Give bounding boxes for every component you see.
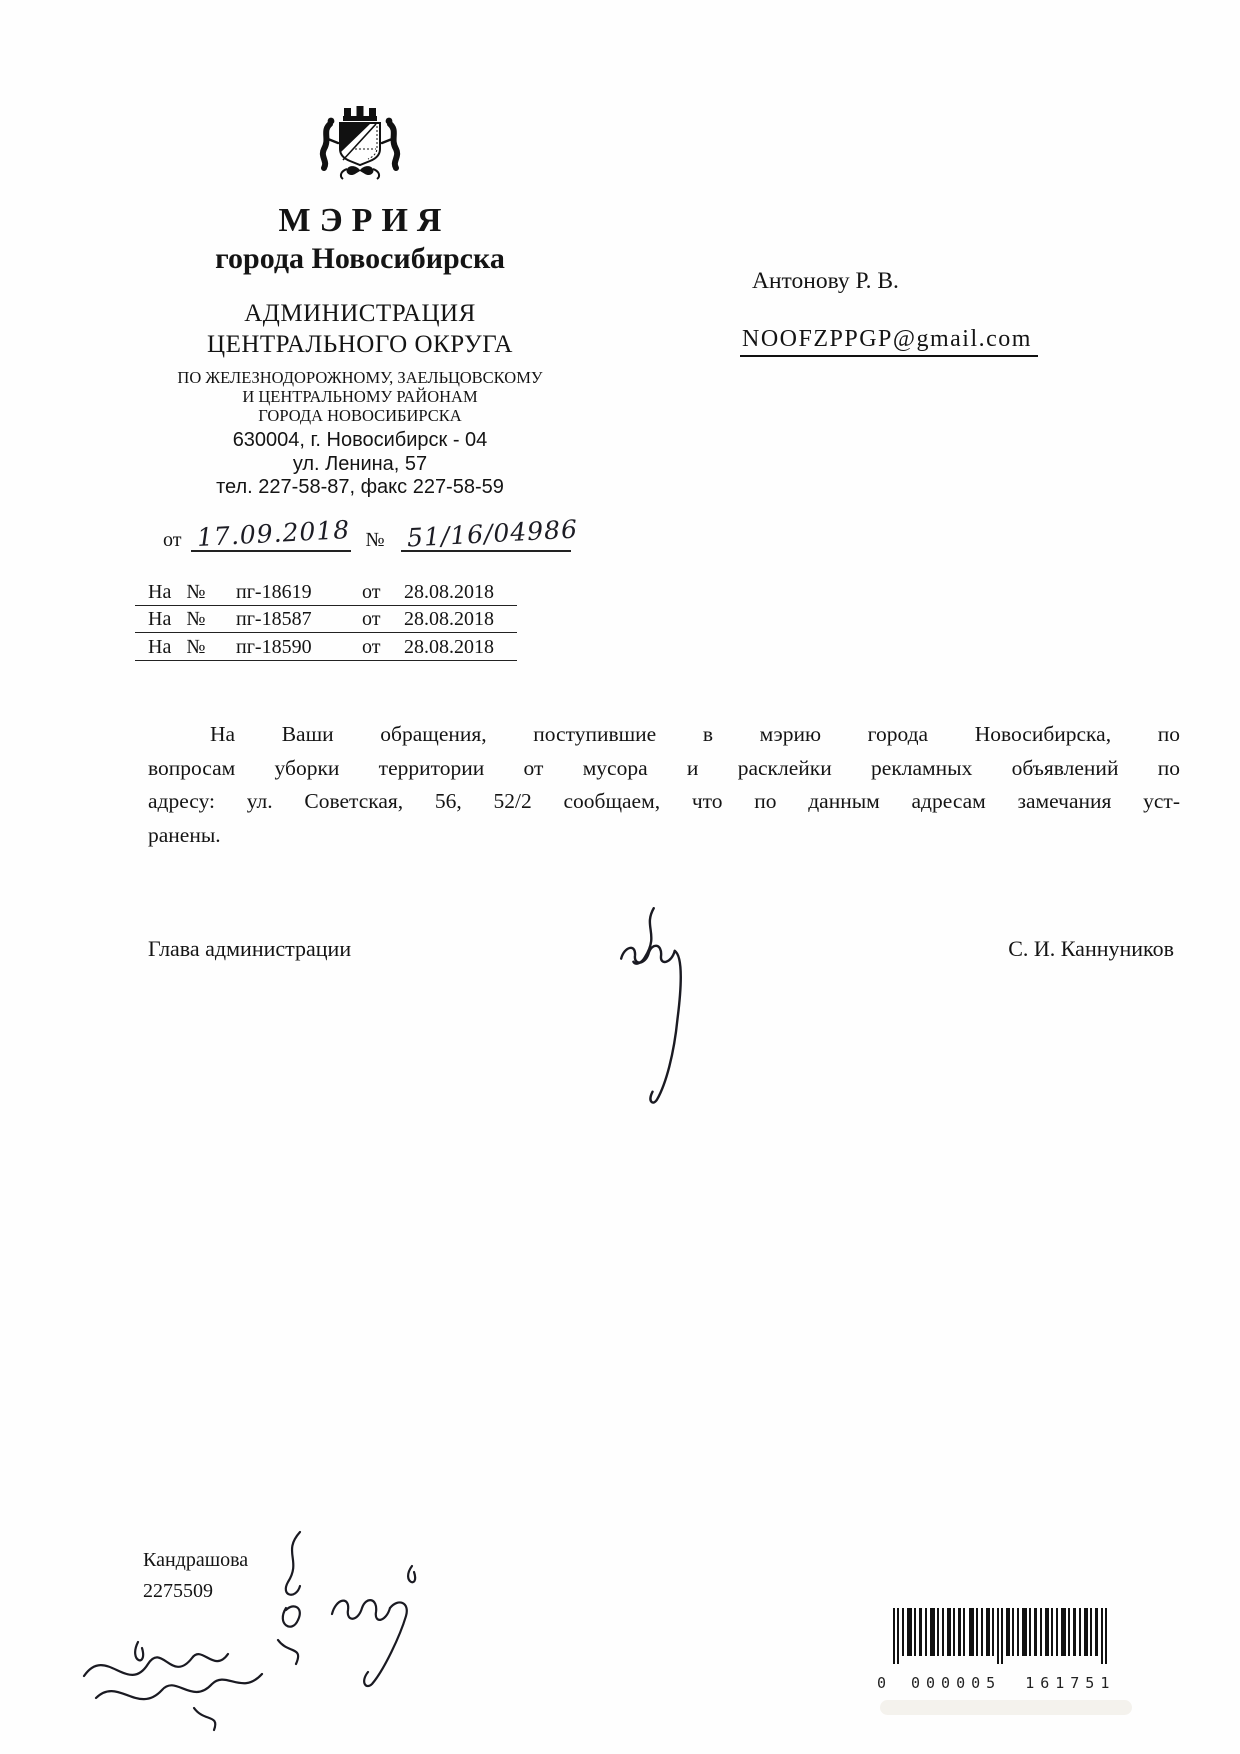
executor-signature-scribble-3: [76, 1612, 276, 1740]
ref-label: На №: [148, 635, 206, 658]
body-line: ранены.: [148, 822, 221, 847]
executor-signature-scribble-2: [322, 1552, 456, 1692]
districts-line-3: ГОРОДА НОВОСИБИРСКА: [258, 406, 462, 425]
barcode-group-2: 161751: [1025, 1674, 1116, 1692]
street-address: ул. Ленина, 57: [292, 452, 428, 475]
recipient-name: Антонову Р. В.: [752, 268, 899, 294]
districts-line-1: ПО ЖЕЛЕЗНОДОРОЖНОМУ, ЗАЕЛЬЦОВСКОМУ: [177, 368, 543, 387]
signer-name: С. И. Каннуников: [1008, 936, 1174, 961]
handwritten-date: 17.09.2018: [196, 515, 352, 552]
barcode-group-1: 000005: [911, 1674, 1002, 1692]
signer-title: Глава администрации: [148, 936, 352, 961]
department-line-2: ЦЕНТРАЛЬНОГО ОКРУГА: [207, 331, 513, 358]
ref-date-label: от: [362, 580, 381, 603]
ref-number: пг-18590: [236, 635, 312, 658]
executor-block: [143, 1545, 248, 1607]
incoming-ref-row: [135, 606, 517, 634]
body-line: вопросам уборки территории от мусора и расклейки рекламных объявлений по: [148, 755, 1180, 780]
outgoing-date-blank: [191, 515, 352, 552]
barcode-digits: [877, 1674, 1125, 1692]
barcode: [877, 1608, 1125, 1692]
scan-smudge: [880, 1700, 1132, 1715]
letter-body: [148, 718, 1180, 852]
barcode-bars-icon: [893, 1608, 1109, 1666]
head-signature-scribble: [598, 898, 722, 1113]
ref-date: 28.08.2018: [404, 580, 494, 603]
department-line-1: АДМИНИСТРАЦИЯ: [244, 300, 476, 327]
incoming-references: [135, 578, 517, 661]
ref-number: пг-18619: [236, 580, 312, 603]
ref-date-label: от: [362, 608, 381, 630]
districts-line-2: И ЦЕНТРАЛЬНОМУ РАЙОНАМ: [242, 387, 478, 406]
ref-label: На №: [148, 608, 206, 630]
ref-date: 28.08.2018: [404, 635, 494, 658]
novosibirsk-coat-of-arms-icon: [310, 104, 410, 196]
ref-date: 28.08.2018: [404, 608, 494, 630]
recipient-email: NOOFZPPGP@gmail.com: [740, 326, 1038, 357]
executor-phone: 2275509: [143, 1580, 213, 1602]
ref-label: На №: [148, 580, 206, 603]
letterhead: [110, 104, 610, 500]
ref-date-label: от: [362, 635, 381, 658]
org-title: МЭРИЯ: [278, 202, 451, 239]
barcode-lead-digit: 0: [877, 1674, 887, 1692]
body-line: адресу: ул. Советская, 56, 52/2 сообщаем, что по данным адресам замечания уст-: [148, 789, 1180, 813]
body-line: На Ваши обращения, поступившие в мэрию города Новосибирска, по: [210, 722, 1180, 746]
phone-fax: тел. 227-58-87, факс 227-58-59: [216, 476, 504, 498]
outgoing-date-label: от: [163, 529, 182, 551]
ref-number: пг-18587: [236, 608, 312, 630]
outgoing-number-blank: [401, 514, 579, 553]
incoming-ref-row: [135, 578, 517, 606]
postal-address: 630004, г. Новосибирск - 04: [232, 429, 488, 451]
handwritten-number: 51/16/04986: [405, 514, 579, 553]
outgoing-reference-line: [163, 514, 579, 553]
outgoing-number-label: №: [365, 529, 385, 551]
org-subtitle: города Новосибирска: [215, 242, 505, 275]
incoming-ref-row: [135, 633, 517, 661]
executor-name: Кандрашова: [143, 1549, 249, 1571]
